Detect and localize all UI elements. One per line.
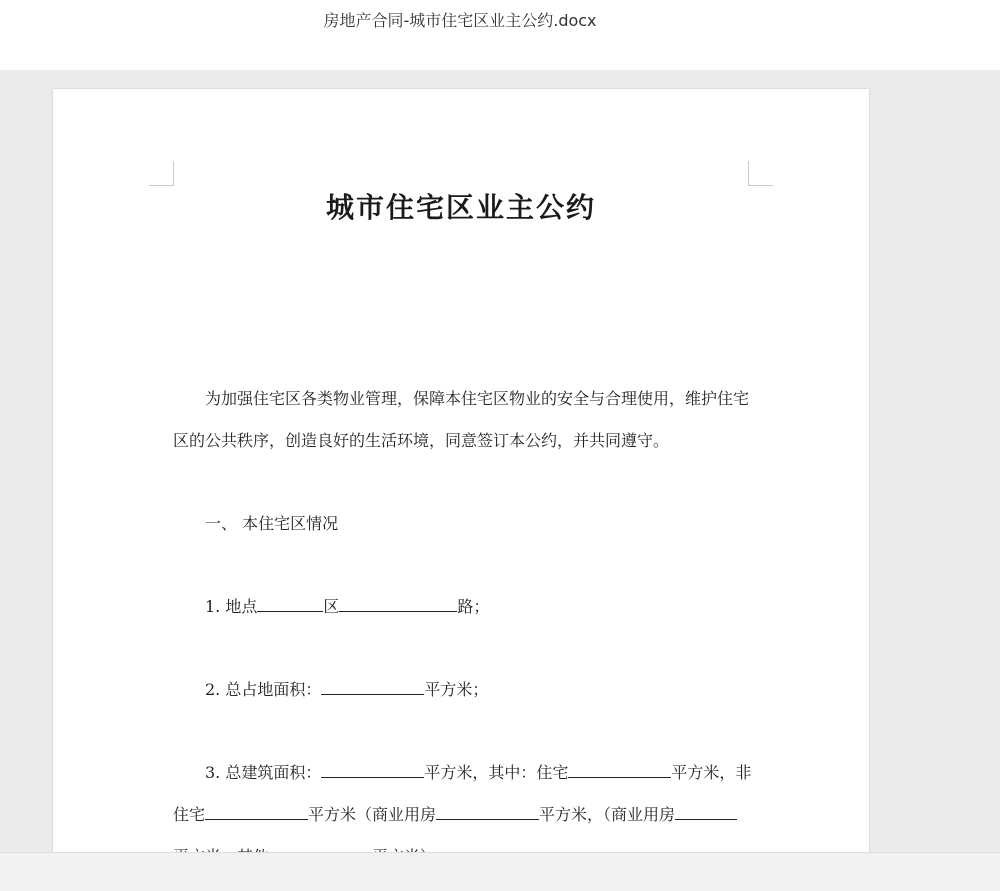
blank-line	[675, 805, 737, 820]
item-building-prefix: 3. 总建筑面积：	[205, 763, 322, 782]
item-land-area-suffix: 平方米；	[424, 680, 489, 699]
document-filename: 房地产合同-城市住宅区业主公约.docx	[323, 11, 597, 30]
blank-line	[339, 597, 457, 612]
section-heading: 一、 本住宅区情况	[205, 514, 339, 533]
blank-line	[321, 680, 424, 695]
item-location-prefix: 1. 地点	[205, 597, 258, 616]
bottom-bar	[0, 852, 1000, 891]
document-page	[53, 89, 869, 889]
item-building-area-line-2	[173, 802, 737, 825]
blank-line	[436, 805, 539, 820]
item-building-area-line-1	[205, 760, 751, 783]
item-building-line2-mid2: 平方米，（商业用房	[539, 805, 676, 824]
item-land-area	[205, 677, 488, 700]
item-location-mid: 区	[323, 597, 340, 616]
document-viewer[interactable]	[0, 70, 1000, 852]
item-building-mid1: 平方米，其中：住宅	[424, 763, 569, 782]
blank-line	[321, 763, 424, 778]
blank-line	[568, 763, 671, 778]
item-building-mid2: 平方米，非	[671, 763, 752, 782]
intro-line-2: 区的公共秩序，创造良好的生活环境，同意签订本公约，并共同遵守。	[173, 431, 670, 450]
item-location-suffix: 路；	[457, 597, 490, 616]
crop-mark-top-left	[149, 161, 174, 186]
document-heading: 城市住宅区业主公约	[325, 191, 596, 224]
blank-line	[257, 597, 323, 612]
item-building-line2-mid1: 平方米（商业用房	[308, 805, 437, 824]
title-bar	[0, 0, 1000, 70]
item-location	[205, 594, 489, 617]
item-land-area-prefix: 2. 总占地面积：	[205, 680, 322, 699]
blank-line	[205, 805, 308, 820]
intro-line-1: 为加强住宅区各类物业管理，保障本住宅区物业的安全与合理使用，维护住宅	[205, 389, 750, 408]
crop-mark-top-right	[748, 161, 773, 186]
item-building-line2-prefix: 住宅	[173, 805, 206, 824]
